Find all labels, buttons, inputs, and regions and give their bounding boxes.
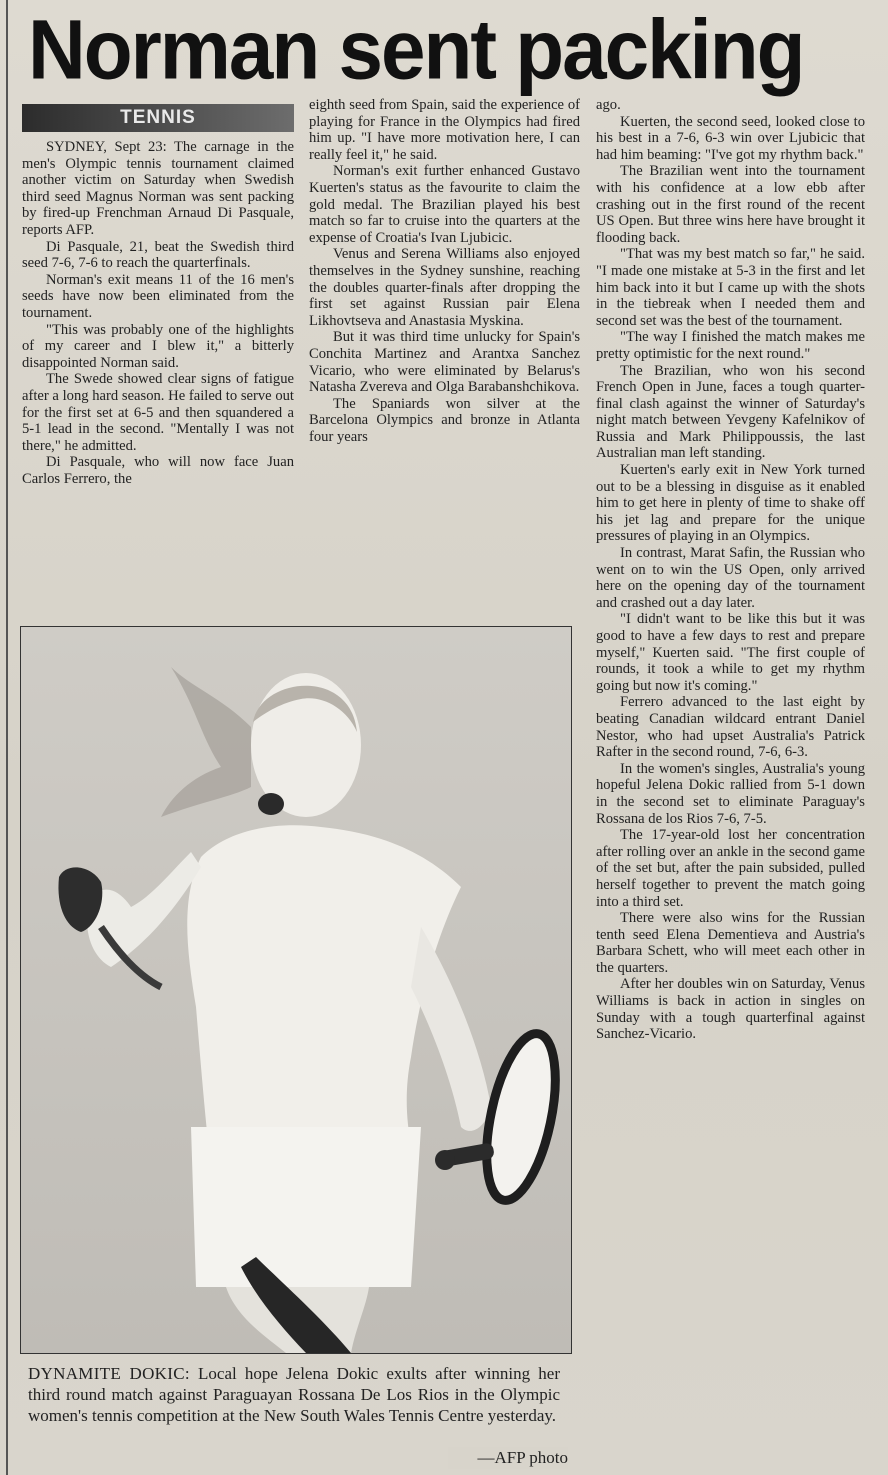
paragraph: Kuerten's early exit in New York turned out to be a blessing in disguise as it enabled him to get here in plenty of time to shake off his jet lag and prepare for the unique pressures of playing in an Olympics. <box>596 462 865 545</box>
news-photo <box>20 626 572 1354</box>
caption-text: Local hope Jelena Dokic exults after winning her third round match against Paraguayan Rossana De Los Rios in the Olympic women's tennis competition at the New South Wales Tennis Centre yesterday. <box>28 1364 560 1425</box>
paragraph: Di Pasquale, who will now face Juan Carlos Ferrero, the <box>22 454 294 487</box>
paragraph: "That was my best match so far," he said. "I made one mistake at 5-3 in the first and let him back into it but I came up with the shots in the tiebreak when I needed them and second set was the best of the tournament. <box>596 246 865 329</box>
section-kicker: TENNIS <box>22 104 294 132</box>
article-column-1 <box>22 139 294 614</box>
paragraph: Ferrero advanced to the last eight by beating Canadian wildcard entrant Daniel Nestor, who had upset Australia's Patrick Rafter in the second round, 7-6, 6-3. <box>596 694 865 761</box>
paragraph: Kuerten, the second seed, looked close to his best in a 7-6, 6-3 win over Ljubicic that had him beaming: "I've got my rhythm back." <box>596 113 865 163</box>
paragraph: "This was probably one of the highlights of my career and I blew it," a bitterly disappointed Norman said. <box>22 321 294 371</box>
paragraph: The Brazilian, who won his second French Open in June, faces a tough quarter-final clash against the winner of Saturday's night match between Yevgeny Kafelnikov of Russia and Mark Philippoussis, the last Australian man left standing. <box>596 362 865 462</box>
column-rule <box>6 0 8 1475</box>
photo-credit: —AFP photo <box>448 1447 568 1469</box>
paragraph: In the women's singles, Australia's young hopeful Jelena Dokic rallied from 5-1 down in the second set to eliminate Paraguay's Rossana de los Rios 7-6, 7-5. <box>596 760 865 827</box>
paragraph: ago. <box>596 97 621 113</box>
headline: Norman sent packing <box>28 2 804 97</box>
paragraph: Di Pasquale, 21, beat the Swedish third seed 7-6, 7-6 to reach the quarterfinals. <box>22 238 294 272</box>
paragraph: The Swede showed clear signs of fatigue after a long hard season. He failed to serve out for the first set at 6-5 and then squandered a 5-1 lead in the second. "Mentally I was not there," he admitted. <box>22 371 294 454</box>
paragraph: After her doubles win on Saturday, Venus Williams is back in action in singles on Sunday with a tough quarterfinal against Sanchez-Vicario. <box>596 976 865 1043</box>
paragraph: Norman's exit further enhanced Gustavo Kuerten's status as the favourite to claim the gold medal. The Brazilian played his best match so far to cruise into the quarters at the expense of Croatia's Ivan Ljubicic. <box>309 163 580 246</box>
article-column-3 <box>596 97 865 1472</box>
caption-lead: DYNAMITE DOKIC: <box>28 1364 190 1383</box>
tennis-player-photo <box>21 627 571 1353</box>
paragraph: There were also wins for the Russian tenth seed Elena Dementieva and Austria's Barbara Schett, who will meet each other in the quarters. <box>596 910 865 976</box>
paragraph: But it was third time unlucky for Spain's Conchita Martinez and Arantxa Sanchez Vicario, who were eliminated by Belarus's Natasha Zvereva and Olga Barabanshchikova. <box>309 329 580 396</box>
paragraph: Venus and Serena Williams also enjoyed themselves in the Sydney sunshine, reaching the doubles quarter-finals after dropping the first set against Russian pair Elena Likhovtseva and Anastasia Myskina. <box>309 246 580 329</box>
paragraph: "The way I finished the match makes me pretty optimistic for the next round." <box>596 329 865 362</box>
paragraph: SYDNEY, Sept 23: The carnage in the men's Olympic tennis tournament claimed another victim on Saturday when Swedish third seed Magnus Norman was sent packing by fired-up Frenchman Arnaud Di Pasquale, reports AFP. <box>22 139 294 238</box>
paragraph: "I didn't want to be like this but it was good to have a few days to rest and prepare myself," Kuerten said. "The first couple of rounds, it took a while to get my rhythm going but now it's coming." <box>596 611 865 694</box>
paragraph: In contrast, Marat Safin, the Russian who went on to win the US Open, only arrived here on the opening day of the tournament and crashed out a day later. <box>596 545 865 611</box>
paragraph: The 17-year-old lost her concentration after rolling over an ankle in the second game of the set but, after the pain subsided, pulled herself together to prevent the match going into a third set. <box>596 827 865 910</box>
article-column-2 <box>309 97 580 614</box>
paragraph: eighth seed from Spain, said the experience of playing for France in the Olympics had fired him up. "I have more motivation here, I can really feel it," he said. <box>309 97 580 163</box>
paragraph: The Brazilian went into the tournament with his confidence at a low ebb after crashing out in the first round of the recent US Open. But three wins here have brought it flooding back. <box>596 163 865 246</box>
paragraph: The Spaniards won silver at the Barcelona Olympics and bronze in Atlanta four years <box>309 395 580 445</box>
paragraph: Norman's exit means 11 of the 16 men's seeds have now been eliminated from the tournament. <box>22 271 294 321</box>
